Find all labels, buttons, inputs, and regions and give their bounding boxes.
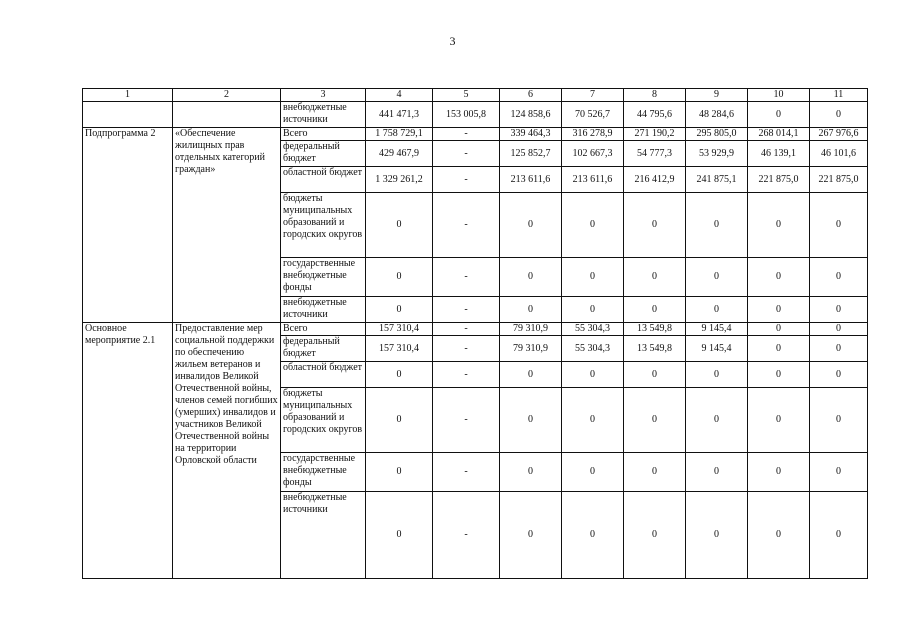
value-cell: 0 xyxy=(366,388,433,453)
column-header: 7 xyxy=(562,89,624,102)
value-cell: 0 xyxy=(366,492,433,579)
value-cell: 157 310,4 xyxy=(366,323,433,336)
value-cell: 0 xyxy=(366,362,433,388)
value-cell: 221 875,0 xyxy=(748,167,810,193)
value-cell: 153 005,8 xyxy=(433,102,500,128)
value-cell: 0 xyxy=(562,388,624,453)
column-header: 5 xyxy=(433,89,500,102)
value-cell: 267 976,6 xyxy=(810,128,868,141)
funding-source: бюджеты муниципальных образований и городских округов xyxy=(281,388,366,453)
value-cell: 13 549,8 xyxy=(624,323,686,336)
value-cell: - xyxy=(433,492,500,579)
value-cell: 213 611,6 xyxy=(562,167,624,193)
value-cell: 316 278,9 xyxy=(562,128,624,141)
value-cell: 0 xyxy=(500,193,562,258)
table-row xyxy=(83,102,868,128)
header-row xyxy=(83,89,868,102)
funding-source: федеральный бюджет xyxy=(281,141,366,167)
value-cell: 0 xyxy=(500,297,562,323)
value-cell: - xyxy=(433,258,500,297)
budget-table xyxy=(82,88,868,579)
value-cell: 0 xyxy=(686,388,748,453)
value-cell: 0 xyxy=(686,193,748,258)
value-cell: 157 310,4 xyxy=(366,336,433,362)
value-cell: 0 xyxy=(810,336,868,362)
value-cell: - xyxy=(433,193,500,258)
value-cell: 0 xyxy=(624,492,686,579)
value-cell: 0 xyxy=(500,492,562,579)
value-cell: 46 101,6 xyxy=(810,141,868,167)
funding-source: внебюджетные источники xyxy=(281,297,366,323)
value-cell: 0 xyxy=(810,102,868,128)
value-cell: 9 145,4 xyxy=(686,336,748,362)
value-cell: 53 929,9 xyxy=(686,141,748,167)
value-cell: 9 145,4 xyxy=(686,323,748,336)
value-cell: - xyxy=(433,128,500,141)
value-cell: 46 139,1 xyxy=(748,141,810,167)
column-header: 1 xyxy=(83,89,173,102)
value-cell: 0 xyxy=(810,297,868,323)
value-cell: 0 xyxy=(624,258,686,297)
value-cell: 0 xyxy=(748,323,810,336)
column-header: 4 xyxy=(366,89,433,102)
value-cell: - xyxy=(433,336,500,362)
value-cell: 0 xyxy=(624,453,686,492)
value-cell: 0 xyxy=(366,297,433,323)
value-cell: - xyxy=(433,453,500,492)
column-header: 3 xyxy=(281,89,366,102)
value-cell: 0 xyxy=(748,362,810,388)
measure-name: Основное мероприятие 2.1 xyxy=(83,323,173,579)
funding-source: бюджеты муниципальных образований и городских округов xyxy=(281,193,366,258)
value-cell: 0 xyxy=(624,362,686,388)
funding-source: государственные внебюджетные фонды xyxy=(281,258,366,297)
value-cell: 0 xyxy=(748,388,810,453)
value-cell: 0 xyxy=(686,492,748,579)
value-cell: 268 014,1 xyxy=(748,128,810,141)
value-cell: 0 xyxy=(810,258,868,297)
value-cell: 1 329 261,2 xyxy=(366,167,433,193)
value-cell: 216 412,9 xyxy=(624,167,686,193)
value-cell: 70 526,7 xyxy=(562,102,624,128)
value-cell: 0 xyxy=(562,453,624,492)
value-cell: 54 777,3 xyxy=(624,141,686,167)
value-cell: 0 xyxy=(500,453,562,492)
value-cell: 271 190,2 xyxy=(624,128,686,141)
value-cell: - xyxy=(433,323,500,336)
value-cell: 0 xyxy=(748,492,810,579)
value-cell: 0 xyxy=(562,193,624,258)
column-header: 8 xyxy=(624,89,686,102)
value-cell: 0 xyxy=(624,193,686,258)
value-cell: 102 667,3 xyxy=(562,141,624,167)
value-cell: 0 xyxy=(686,258,748,297)
value-cell: 0 xyxy=(748,336,810,362)
value-cell: 0 xyxy=(748,297,810,323)
empty-cell xyxy=(83,102,173,128)
column-header: 9 xyxy=(686,89,748,102)
value-cell: - xyxy=(433,141,500,167)
value-cell: 0 xyxy=(562,297,624,323)
value-cell: 44 795,6 xyxy=(624,102,686,128)
value-cell: 0 xyxy=(810,193,868,258)
value-cell: 0 xyxy=(810,492,868,579)
value-cell: 13 549,8 xyxy=(624,336,686,362)
value-cell: 0 xyxy=(748,258,810,297)
value-cell: 0 xyxy=(500,388,562,453)
funding-source: федеральный бюджет xyxy=(281,336,366,362)
value-cell: 79 310,9 xyxy=(500,336,562,362)
column-header: 11 xyxy=(810,89,868,102)
value-cell: 1 758 729,1 xyxy=(366,128,433,141)
subprogram-name: Подпрограмма 2 xyxy=(83,128,173,323)
value-cell: - xyxy=(433,388,500,453)
table-row xyxy=(83,128,868,141)
value-cell: 55 304,3 xyxy=(562,323,624,336)
funding-source: внебюджетные источники xyxy=(281,492,366,579)
value-cell: 0 xyxy=(624,388,686,453)
value-cell: 0 xyxy=(686,453,748,492)
value-cell: 0 xyxy=(366,258,433,297)
value-cell: 0 xyxy=(500,362,562,388)
value-cell: 48 284,6 xyxy=(686,102,748,128)
table-row xyxy=(83,323,868,336)
value-cell: 79 310,9 xyxy=(500,323,562,336)
value-cell: 213 611,6 xyxy=(500,167,562,193)
subprogram-title: «Обеспечение жилищных прав отдельных категорий граждан» xyxy=(173,128,281,323)
value-cell: 55 304,3 xyxy=(562,336,624,362)
column-header: 10 xyxy=(748,89,810,102)
funding-source: Всего xyxy=(281,323,366,336)
value-cell: 0 xyxy=(624,297,686,323)
page-number: 3 xyxy=(449,34,456,48)
value-cell: 241 875,1 xyxy=(686,167,748,193)
value-cell: 0 xyxy=(686,297,748,323)
value-cell: 0 xyxy=(366,193,433,258)
funding-source: внебюджетные источники xyxy=(281,102,366,128)
value-cell: 441 471,3 xyxy=(366,102,433,128)
empty-cell xyxy=(173,102,281,128)
value-cell: 0 xyxy=(562,362,624,388)
funding-source: областной бюджет xyxy=(281,362,366,388)
value-cell: 0 xyxy=(810,323,868,336)
column-header: 6 xyxy=(500,89,562,102)
value-cell: 0 xyxy=(366,453,433,492)
value-cell: 0 xyxy=(810,362,868,388)
value-cell: 0 xyxy=(748,453,810,492)
value-cell: 0 xyxy=(562,258,624,297)
value-cell: 221 875,0 xyxy=(810,167,868,193)
value-cell: 0 xyxy=(810,388,868,453)
value-cell: 125 852,7 xyxy=(500,141,562,167)
value-cell: 0 xyxy=(810,453,868,492)
value-cell: 339 464,3 xyxy=(500,128,562,141)
value-cell: - xyxy=(433,297,500,323)
value-cell: - xyxy=(433,167,500,193)
value-cell: 124 858,6 xyxy=(500,102,562,128)
value-cell: 295 805,0 xyxy=(686,128,748,141)
column-header: 2 xyxy=(173,89,281,102)
value-cell: - xyxy=(433,362,500,388)
value-cell: 0 xyxy=(748,193,810,258)
value-cell: 429 467,9 xyxy=(366,141,433,167)
measure-title: Предоставление мер социальной поддержки по обеспечению жильем ветеранов и инвалидов Великой Отечественной войны, членов семей погибших (умерших) инвалидов и участников Великой Отечественной войны на территории Орловской области xyxy=(173,323,281,579)
value-cell: 0 xyxy=(562,492,624,579)
value-cell: 0 xyxy=(500,258,562,297)
funding-source: государственные внебюджетные фонды xyxy=(281,453,366,492)
value-cell: 0 xyxy=(686,362,748,388)
value-cell: 0 xyxy=(748,102,810,128)
funding-source: Всего xyxy=(281,128,366,141)
funding-source: областной бюджет xyxy=(281,167,366,193)
